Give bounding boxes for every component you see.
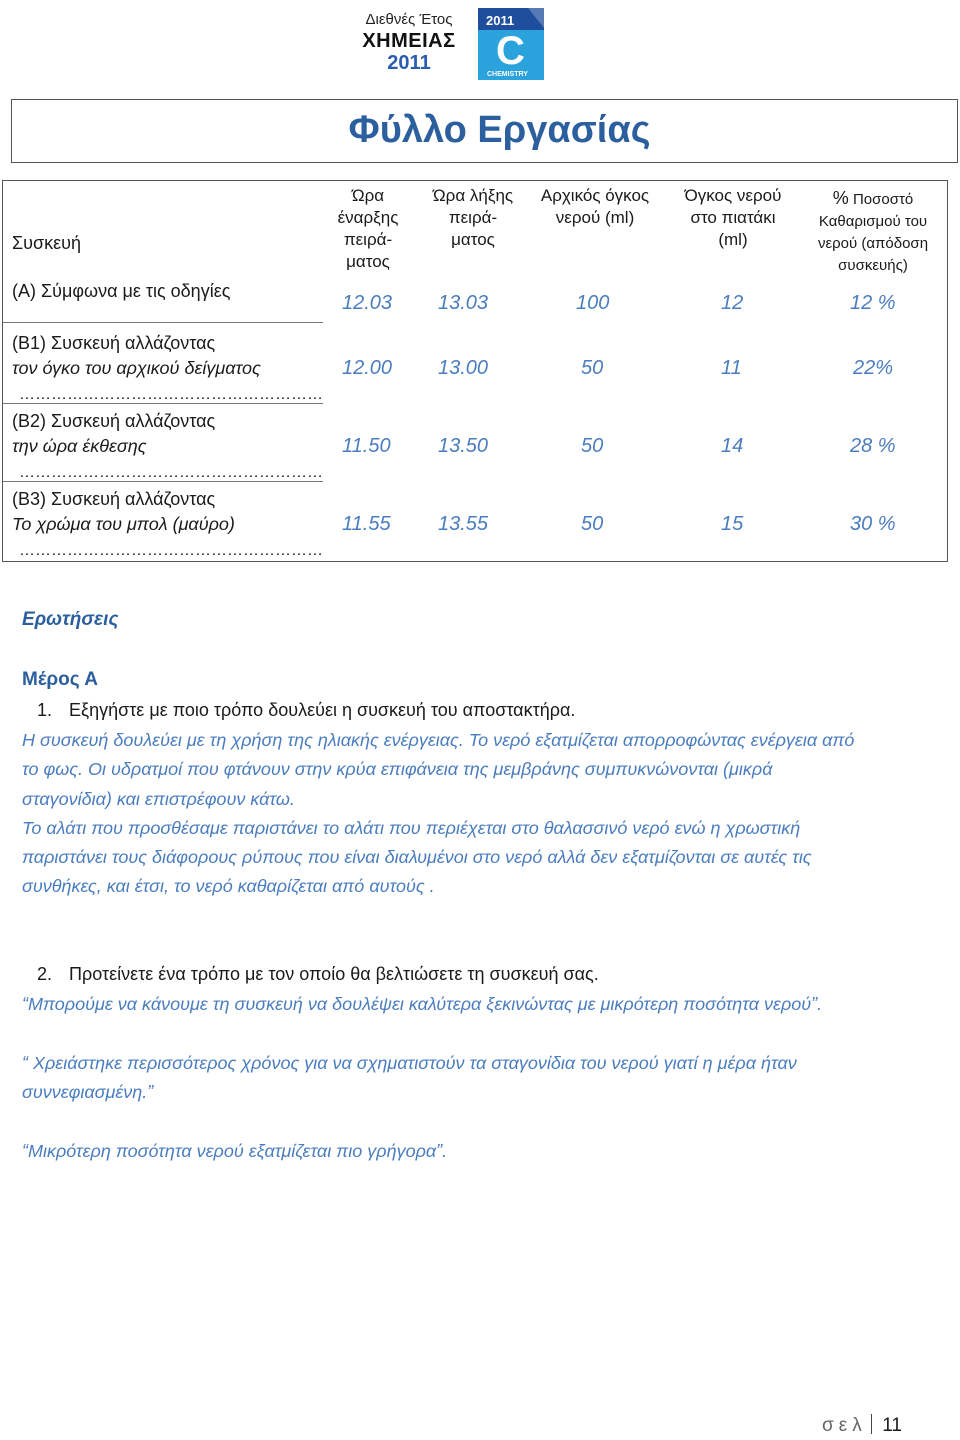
question-2 — [37, 964, 599, 985]
logo — [350, 8, 600, 80]
answer-1-line: Η συσκευή δουλεύει με τη χρήση της ηλιακής ενέργειας. Το νερό εξατμίζεται απορροφώντας ενέργεια από — [22, 730, 855, 750]
header-device: Συσκευή — [12, 233, 81, 253]
answer-1-line: το φως. Οι υδρατμοί που φτάνουν στην κρύα επιφάνεια της μεμβράνης συμπυκνώνονται (μικρά — [22, 759, 773, 780]
row-b2-start: 11.50 — [342, 435, 391, 457]
questions-heading: Ερωτήσεις — [22, 609, 119, 630]
answer-1-line: παριστάνει τους διάφορους ρύπους που είναι διαλυμένοι στο νερό αλλά δεν εξατμίζονται σε αυτές τις — [22, 847, 812, 868]
question-2-number: 2. — [37, 964, 53, 984]
row-separator — [3, 322, 323, 323]
header-plate-volume-l3: (ml) — [718, 230, 748, 249]
answer-2-a: “Μπορούμε να κάνουμε τη συσκευή να δουλέψει καλύτερα ξεκινώντας με μικρότερη ποσότητα νερού”. — [22, 994, 823, 1014]
row-b3-end: 13.55 — [438, 513, 489, 535]
badge-letter: C — [496, 29, 525, 73]
header-start-time — [325, 185, 411, 273]
page-number: 11 — [882, 1415, 902, 1436]
answer-1-line: Το αλάτι που προσθέσαμε παριστάνει το αλάτι που περιέχεται στο θαλασσινό νερό ενώ η χρωστική — [22, 817, 801, 838]
answer-1-line: συνθήκες, και έτσι, το νερό καθαρίζεται από αυτούς . — [22, 876, 435, 897]
row-separator — [3, 403, 323, 404]
header-percentage — [803, 187, 943, 277]
row-a-initial: 100 — [576, 292, 610, 314]
header-end-time — [421, 185, 525, 251]
row-separator — [3, 481, 323, 482]
row-a-start: 12.03 — [342, 292, 393, 314]
page-footer — [822, 1414, 902, 1437]
row-b2-line1: (Β2) Συσκευή αλλάζοντας — [12, 411, 216, 431]
question-2-text: Προτείνετε ένα τρόπο με τον οποίο θα βελτιώσετε τη συσκευή σας. — [69, 964, 599, 984]
header-percentage-l4: συσκευής) — [838, 257, 908, 274]
header-initial-volume-l1: Αρχικός όγκος — [540, 186, 650, 205]
header-start-time-l1: Ώρα — [351, 186, 385, 205]
row-b3-line2: Το χρώμα του μπολ (μαύρο) — [12, 514, 235, 534]
row-b2-initial: 50 — [581, 435, 604, 457]
row-b1-initial: 50 — [581, 357, 604, 379]
logo-line2: ΧΗΜΕΙΑΣ — [362, 30, 456, 52]
row-b1-end: 13.00 — [438, 357, 489, 379]
row-b1-percent: 22% — [853, 357, 894, 379]
answer-1 — [22, 726, 942, 902]
row-b3-line1: (Β3) Συσκευή αλλάζοντας — [12, 489, 216, 509]
row-b3-initial: 50 — [581, 513, 604, 535]
row-b3-start: 11.55 — [342, 513, 391, 535]
page-title: Φύλλο Εργασίας — [348, 109, 651, 151]
row-b3-percent: 30 % — [850, 513, 896, 535]
header-start-time-l3: πειρά- — [343, 230, 393, 249]
logo-text — [350, 12, 468, 73]
badge-year: 2011 — [486, 13, 515, 28]
question-1-text: Εξηγήστε με ποιο τρόπο δουλεύει η συσκευή του αποστακτήρα. — [69, 700, 576, 720]
row-a-percent: 12 % — [850, 292, 896, 314]
row-b3-dots: ………………………………………………… — [19, 542, 323, 559]
header-start-time-l2: έναρξης — [337, 208, 399, 227]
question-1 — [37, 700, 575, 721]
header-plate-volume — [675, 185, 791, 251]
question-1-number: 1. — [37, 700, 53, 720]
header-initial-volume-l2: νερού (ml) — [555, 208, 635, 227]
row-a-end: 13.03 — [438, 292, 489, 314]
header-end-time-l3: ματος — [451, 230, 495, 249]
header-percentage-l1 — [803, 187, 943, 211]
page-label: σελ — [822, 1415, 867, 1436]
header-plate-volume-l1: Όγκος νερού — [684, 186, 782, 205]
chemistry-badge-icon — [478, 8, 544, 80]
answer-2-c: “Μικρότερη ποσότητα νερού εξατμίζεται πιο γρήγορα”. — [22, 1141, 448, 1161]
row-b2-plate: 14 — [721, 435, 744, 457]
header-end-time-l2: πειρά- — [448, 208, 498, 227]
row-b1-line2: τον όγκο του αρχικού δείγματος — [12, 358, 261, 378]
badge-word: CHEMISTRY — [487, 71, 528, 78]
answer-2-b-line1: “ Χρειάστηκε περισσότερος χρόνος για να σχηματιστούν τα σταγονίδια του νερού γιατί η μέρα ήταν — [22, 1053, 797, 1073]
answer-2-b-line2: συννεφιασμένη.” — [22, 1082, 154, 1102]
header-plate-volume-l2: στο πιατάκι — [690, 208, 776, 227]
row-b2-percent: 28 % — [850, 435, 896, 457]
header-percentage-l2: Καθαρισμού του — [818, 213, 928, 230]
row-a-label: (Α) Σύμφωνα με τις οδηγίες — [12, 281, 231, 301]
header-percentage-l3: νερού (απόδοση — [817, 235, 929, 252]
results-table — [2, 180, 948, 562]
row-b2-line2: την ώρα έκθεσης — [12, 436, 147, 456]
footer-divider — [871, 1414, 873, 1434]
title-box — [11, 99, 958, 163]
part-a-heading: Μέρος Α — [22, 669, 98, 690]
row-b1-plate: 11 — [721, 357, 742, 379]
header-initial-volume — [530, 185, 660, 229]
row-b2-end: 13.50 — [438, 435, 489, 457]
header-start-time-l4: ματος — [346, 252, 390, 271]
logo-line3: 2011 — [387, 52, 431, 74]
row-b1-start: 12.00 — [342, 357, 393, 379]
header-end-time-l1: Ώρα λήξης — [432, 186, 514, 205]
row-a-plate: 12 — [721, 292, 744, 314]
row-b1-dots: ………………………………………………… — [19, 386, 323, 403]
row-b3-plate: 15 — [721, 513, 744, 535]
logo-line1: Διεθνές Έτος — [365, 11, 453, 28]
header-percentage-word: Ποσοστό — [852, 191, 914, 208]
row-b1-line1: (Β1) Συσκευή αλλάζοντας — [12, 333, 216, 353]
answer-1-line: σταγονίδια) και επιστρέφουν κάτω. — [22, 788, 295, 809]
row-b2-dots: ………………………………………………… — [19, 464, 323, 481]
percent-symbol: % — [832, 188, 849, 208]
